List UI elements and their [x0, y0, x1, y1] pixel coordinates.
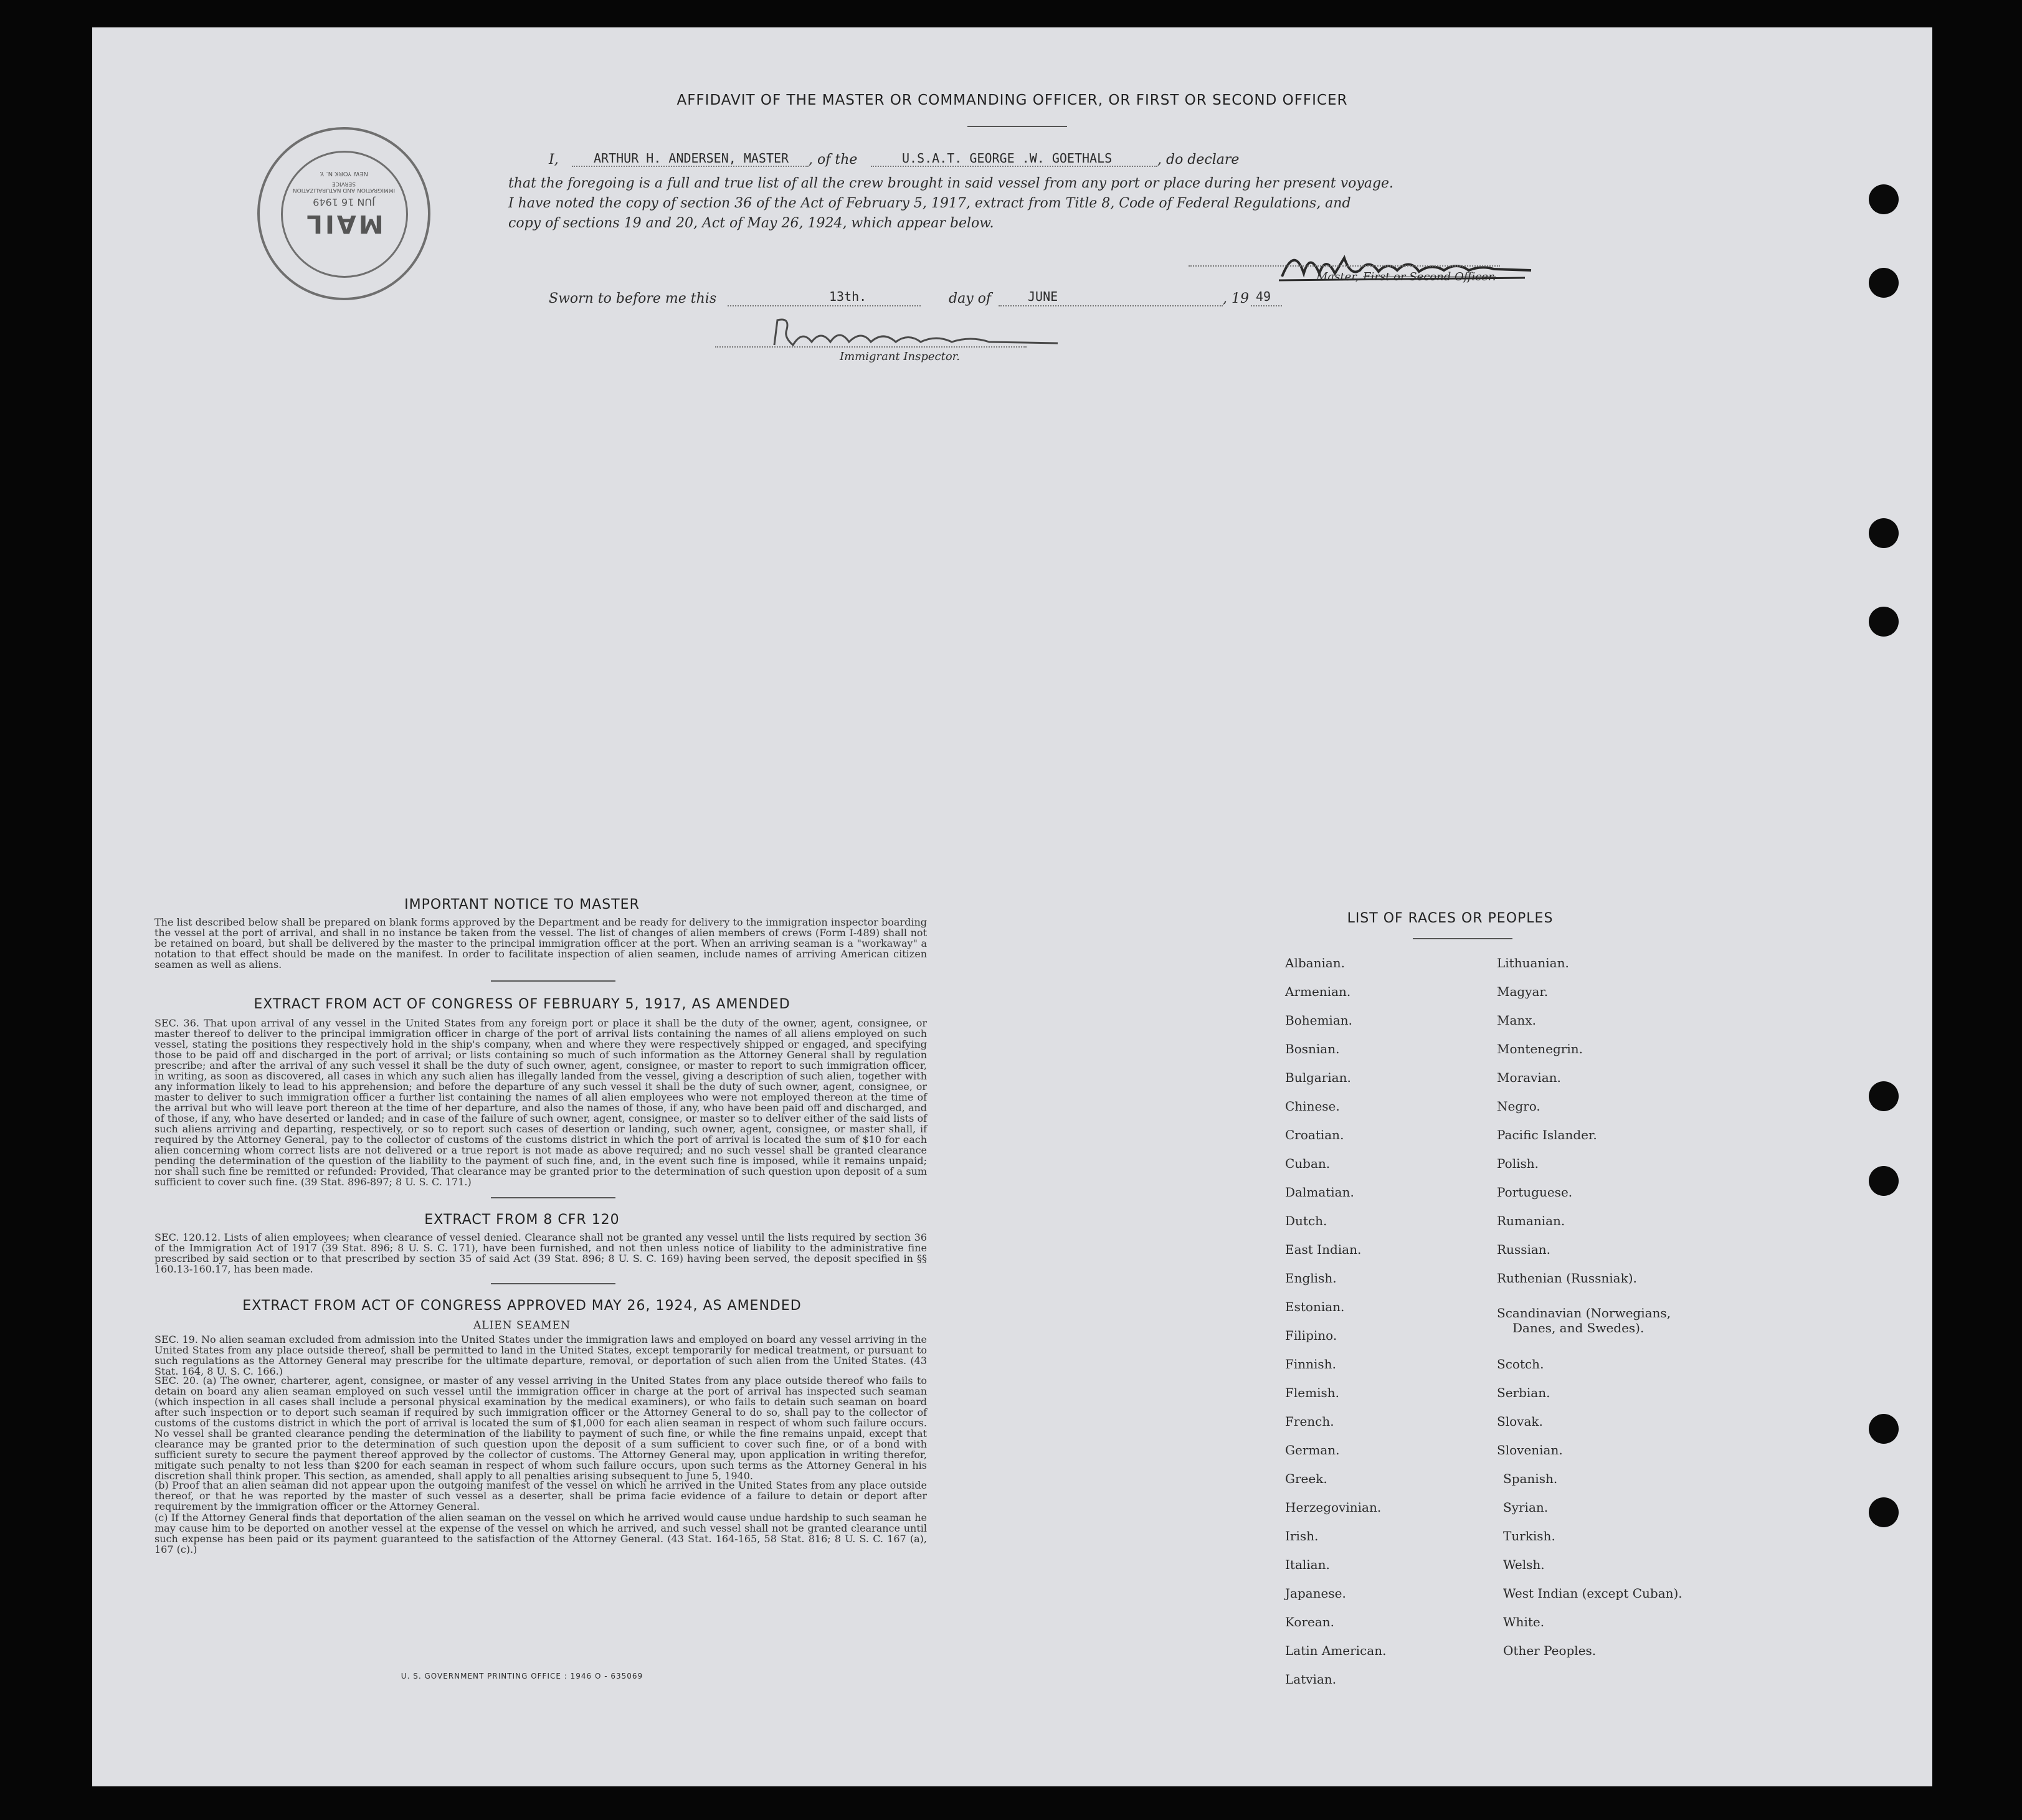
master-name-field: ARTHUR H. ANDERSEN, MASTER — [594, 151, 789, 166]
affidavit-line-3: I have noted the copy of section 36 of the Act of February 5, 1917, extract from Title 8, Code of Federal Regulations, and — [508, 196, 1351, 211]
list-item: Italian. — [1285, 1557, 1330, 1572]
printer-line: U. S. GOVERNMENT PRINTING OFFICE : 1946 O - 635069 — [401, 1672, 643, 1680]
list-item: Latin American. — [1285, 1643, 1387, 1658]
list-item: Scotch. — [1497, 1357, 1544, 1372]
title-underline — [967, 126, 1067, 127]
affidavit-line-2: that the foregoing is a full and true list of all the crew brought in said vessel from any port or place during her present voyage. — [508, 176, 1394, 191]
day-of-label: day of — [949, 291, 992, 306]
list-item: French. — [1285, 1414, 1334, 1429]
list-item: Chinese. — [1285, 1099, 1340, 1114]
list-item: Filipino. — [1285, 1328, 1337, 1343]
sworn-day-field: 13th. — [829, 289, 867, 304]
master-signature — [1276, 239, 1537, 295]
list-item: Albanian. — [1285, 955, 1346, 970]
punch-hole — [1869, 518, 1899, 548]
list-item: Armenian. — [1285, 984, 1351, 999]
list-item: Slovenian. — [1497, 1443, 1563, 1457]
list-item: Bosnian. — [1285, 1041, 1340, 1056]
inspector-caption: Immigrant Inspector. — [840, 350, 961, 363]
list-item: Flemish. — [1285, 1385, 1339, 1400]
list-item: Greek. — [1285, 1471, 1327, 1486]
sworn-month-field: JUNE — [1028, 289, 1058, 304]
punch-hole — [1869, 1166, 1899, 1196]
struck-officer-caption: First or Second Officer. — [1363, 270, 1496, 283]
vessel-name-field: U.S.A.T. GEORGE .W. GOETHALS — [902, 151, 1113, 166]
list-item: Portuguese. — [1497, 1185, 1573, 1200]
notice-body: The list described below shall be prepared on blank forms approved by the Department and be ready for delivery to the immigration inspector boarding the vessel at the port of arrival, and shall in no instance be taken from the vessel. The list of changes of alien members of crews (Form I-489) shall not be retained on board, but shall be delivered by the master to the principal immigration officer at the port. When an arriving seaman is a "workaway" a notation to that effect should be made on the manifest. In order to facilitate inspection of alien seamen, include names of arriving American citizen seamen as well as aliens. — [154, 916, 927, 970]
list-item: Cuban. — [1285, 1156, 1331, 1171]
list-item: Dutch. — [1285, 1213, 1327, 1228]
list-item: Korean. — [1285, 1614, 1335, 1629]
list-item: West Indian (except Cuban). — [1503, 1586, 1683, 1601]
punch-hole — [1869, 1414, 1899, 1444]
document-page — [92, 27, 1932, 1786]
list-item: Turkish. — [1503, 1529, 1555, 1543]
list-item: Croatian. — [1285, 1127, 1344, 1142]
list-item: Other Peoples. — [1503, 1643, 1597, 1658]
list-item: Polish. — [1497, 1156, 1539, 1171]
list-item: Finnish. — [1285, 1357, 1336, 1372]
list-item: Magyar. — [1497, 984, 1549, 999]
mail-stamp: MAIL JUN 16 1949 IMMIGRATION AND NATURALIZATION SERVICE NEW YORK N. Y. — [257, 127, 430, 300]
do-declare-label: , do declare — [1157, 152, 1240, 168]
punch-hole — [1869, 1497, 1899, 1527]
list-item: Bulgarian. — [1285, 1070, 1351, 1085]
list-item: Spanish. — [1503, 1471, 1558, 1486]
list-item: East Indian. — [1285, 1242, 1362, 1257]
list-item: Scandinavian (Norwegians, — [1497, 1306, 1671, 1320]
alien-seamen-subheading: ALIEN SEAMEN — [473, 1319, 571, 1332]
list-item: Latvian. — [1285, 1672, 1337, 1687]
document-title: AFFIDAVIT OF THE MASTER OR COMMANDING OFFICER, OR FIRST OR SECOND OFFICER — [676, 92, 1348, 108]
punch-hole — [1869, 184, 1899, 214]
punch-hole — [1869, 268, 1899, 298]
list-item: Negro. — [1497, 1099, 1540, 1114]
extract-cfr-heading: EXTRACT FROM 8 CFR 120 — [424, 1212, 620, 1228]
list-item: White. — [1503, 1614, 1545, 1629]
list-item: Herzegovinian. — [1285, 1500, 1382, 1515]
list-item: Lithuanian. — [1497, 955, 1569, 970]
sec-20b-text: (b) Proof that an alien seaman did not appear upon the outgoing manifest of the vessel on which he arrived in the United States from any place outside thereof, or that he was reported by the master of such vessel as a deserter, shall be prima facie evidence of a failure to detain or deport after requirement by the immigration officer or the Attorney General. — [154, 1479, 927, 1512]
list-item: Estonian. — [1285, 1299, 1345, 1314]
extract-1917-body: SEC. 36. That upon arrival of any vessel in the United States from any foreign port or place it shall be the duty of the owner, agent, consignee, or master thereof to deliver to the principal immigration officer in charge of the port of arrival lists containing the names of all aliens employed on such vessel, stating the positions they respectively hold in the ship's company, when and where they were respectively shipped or engaged, and specifying those to be paid off and discharged in the port of arrival; or lists containing so much of such information as the Attorney General shall by regulation prescribe; and after the arrival of any such vessel it shall be the duty of such owner, agent, consignee, or master to report to such immigration officer, in writing, as soon as discovered, all cases in which any such alien has illegally landed from the vessel, giving a description of such alien, together with any information likely to lead to his apprehension; and before the departure of any such vessel it shall be the duty of such owner, agent, consignee, or master to deliver to such immigration officer a further list containing the names of all alien employees who were not employed thereon at the time of the arrival but who will leave port thereon at the time of her departure, and also the names of those, if any, who have been paid off and discharged, and of those, if any, who have deserted or landed; and in case of the failure of such owner, agent, consignee, or master so to deliver either of the said lists of such aliens arriving and departing, respectively, or so to report such cases of desertion or landing, such owner, agent, consignee, or master shall, if required by the Attorney General, pay to the collector of customs of the customs district in which the port of arrival is located the sum of $10 for each alien concerning whom correct lists are not delivered or a true report is not made as above required; and no such vessel shall be granted clearance pending the determination of the question of the liability to the payment of such fine, and, in the event such fine is imposed, while it remains unpaid; nor shall such fine be remitted or refunded: Provided, That clearance may be granted prior to the determination of such question upon deposit of a sum sufficient to cover such fine. (39 Stat. 896-897; 8 U. S. C. 171.) — [154, 1017, 927, 1188]
list-item: Bohemian. — [1285, 1013, 1352, 1028]
list-item: Pacific Islander. — [1497, 1127, 1597, 1142]
list-item: Moravian. — [1497, 1070, 1561, 1085]
extract-1924-heading: EXTRACT FROM ACT OF CONGRESS APPROVED MAY 26, 1924, AS AMENDED — [242, 1298, 802, 1314]
notice-heading: IMPORTANT NOTICE TO MASTER — [404, 897, 640, 912]
list-item: Russian. — [1497, 1242, 1551, 1257]
year-prefix: , 19 — [1223, 291, 1249, 306]
sec-19-text: SEC. 19. No alien seaman excluded from admission into the United States under the immigration laws and employed on board any vessel arriving in the United States from any place outside thereof, shall be permitted to land in the United States, except temporarily for medical treatment, or pursuant to such regulations as the Attorney General may prescribe for the ultimate departure, removal, or deportation of such alien from the United States. (43 Stat. 164, 8 U. S. C. 166.) — [154, 1334, 927, 1377]
affidavit-line-4: copy of sections 19 and 20, Act of May 26, 1924, which appear below. — [508, 216, 994, 231]
list-item: Syrian. — [1503, 1500, 1549, 1515]
affidavit-i: I, — [549, 152, 559, 168]
sec-20c-text: (c) If the Attorney General finds that deportation of the alien seaman on the vessel on which he arrived would cause undue hardship to such seaman he may cause him to be deported on another vessel at the expense of the vessel on which he arrived, and such vessel shall not be granted clearance until such expense has been paid or its payment guaranteed to the satisfaction of the Attorney General. (43 Stat. 164-165, 58 Stat. 816; 8 U. S. C. 167 (a), 167 (c).) — [154, 1512, 927, 1555]
list-item: Ruthenian (Russniak). — [1497, 1271, 1637, 1286]
races-heading: LIST OF RACES OR PEOPLES — [1347, 911, 1554, 926]
list-item: Manx. — [1497, 1013, 1536, 1028]
extract-1917-heading: EXTRACT FROM ACT OF CONGRESS OF FEBRUARY 5, 1917, AS AMENDED — [254, 997, 790, 1012]
list-item: Slovak. — [1497, 1414, 1543, 1429]
list-item: Dalmatian. — [1285, 1185, 1354, 1200]
list-item: English. — [1285, 1271, 1337, 1286]
sec-20a-text: SEC. 20. (a) The owner, charterer, agent, consignee, or master of any vessel arriving in the United States from any place outside thereof who fails to detain on board any alien seaman employed on such vessel until the immigration officer in charge at the port of arrival has inspected such seaman (which inspection in all cases shall include a personal physical examination by the medical examiners), or who fails to detain such seaman on board after such inspection or to deport such seaman if required by such immigration officer or the Attorney General to do so, shall pay to the collector of customs of the customs district in which the port of arrival is located the sum of $1,000 for each alien seaman in respect of whom such failure occurs. No vessel shall be granted clearance pending the determination of the liability to payment of such fine, or while the fine remains unpaid, except that clearance may be granted prior to the determination of such question upon the deposit of a sum sufficient to cover such fine, or of a bond with sufficient surety to secure the payment thereof approved by the collector of customs. The Attorney General may, upon application in writing therefor, mitigate such penalty to not less than $200 for each seaman in respect of whom such failure occurs, upon such terms as the Attorney General in his discretion shall think proper. This section, as amended, shall apply to all penalties arising subsequent to June 5, 1940. — [154, 1375, 927, 1482]
list-item: Montenegrin. — [1497, 1041, 1583, 1056]
list-item: Serbian. — [1497, 1385, 1550, 1400]
list-item: Danes, and Swedes). — [1512, 1320, 1645, 1335]
of-the-label: , of the — [809, 152, 858, 168]
extract-cfr-body: SEC. 120.12. Lists of alien employees; when clearance of vessel denied. Clearance shall not be granted any vessel until the lists required by section 36 of the Immigration Act of 1917 (39 Stat. 896; 8 U. S. C. 171), have been furnished, and not then unless notice of liability to the administrative fine prescribed by said section or to that prescribed by section 35 of said Act (39 Stat. 896; 8 U. S. C. 169) having been served, the deposit specified in §§ 160.13-160.17, has been made. — [154, 1231, 927, 1275]
list-item: Rumanian. — [1497, 1213, 1565, 1228]
list-item: Irish. — [1285, 1529, 1319, 1543]
sworn-year-field: 49 — [1256, 289, 1271, 304]
punch-hole — [1869, 607, 1899, 637]
punch-hole — [1869, 1081, 1899, 1111]
master-caption: Master, — [1316, 270, 1359, 283]
list-item: Japanese. — [1285, 1586, 1346, 1601]
sworn-label: Sworn to before me this — [549, 291, 717, 306]
list-item: German. — [1285, 1443, 1340, 1457]
list-item: Welsh. — [1503, 1557, 1545, 1572]
